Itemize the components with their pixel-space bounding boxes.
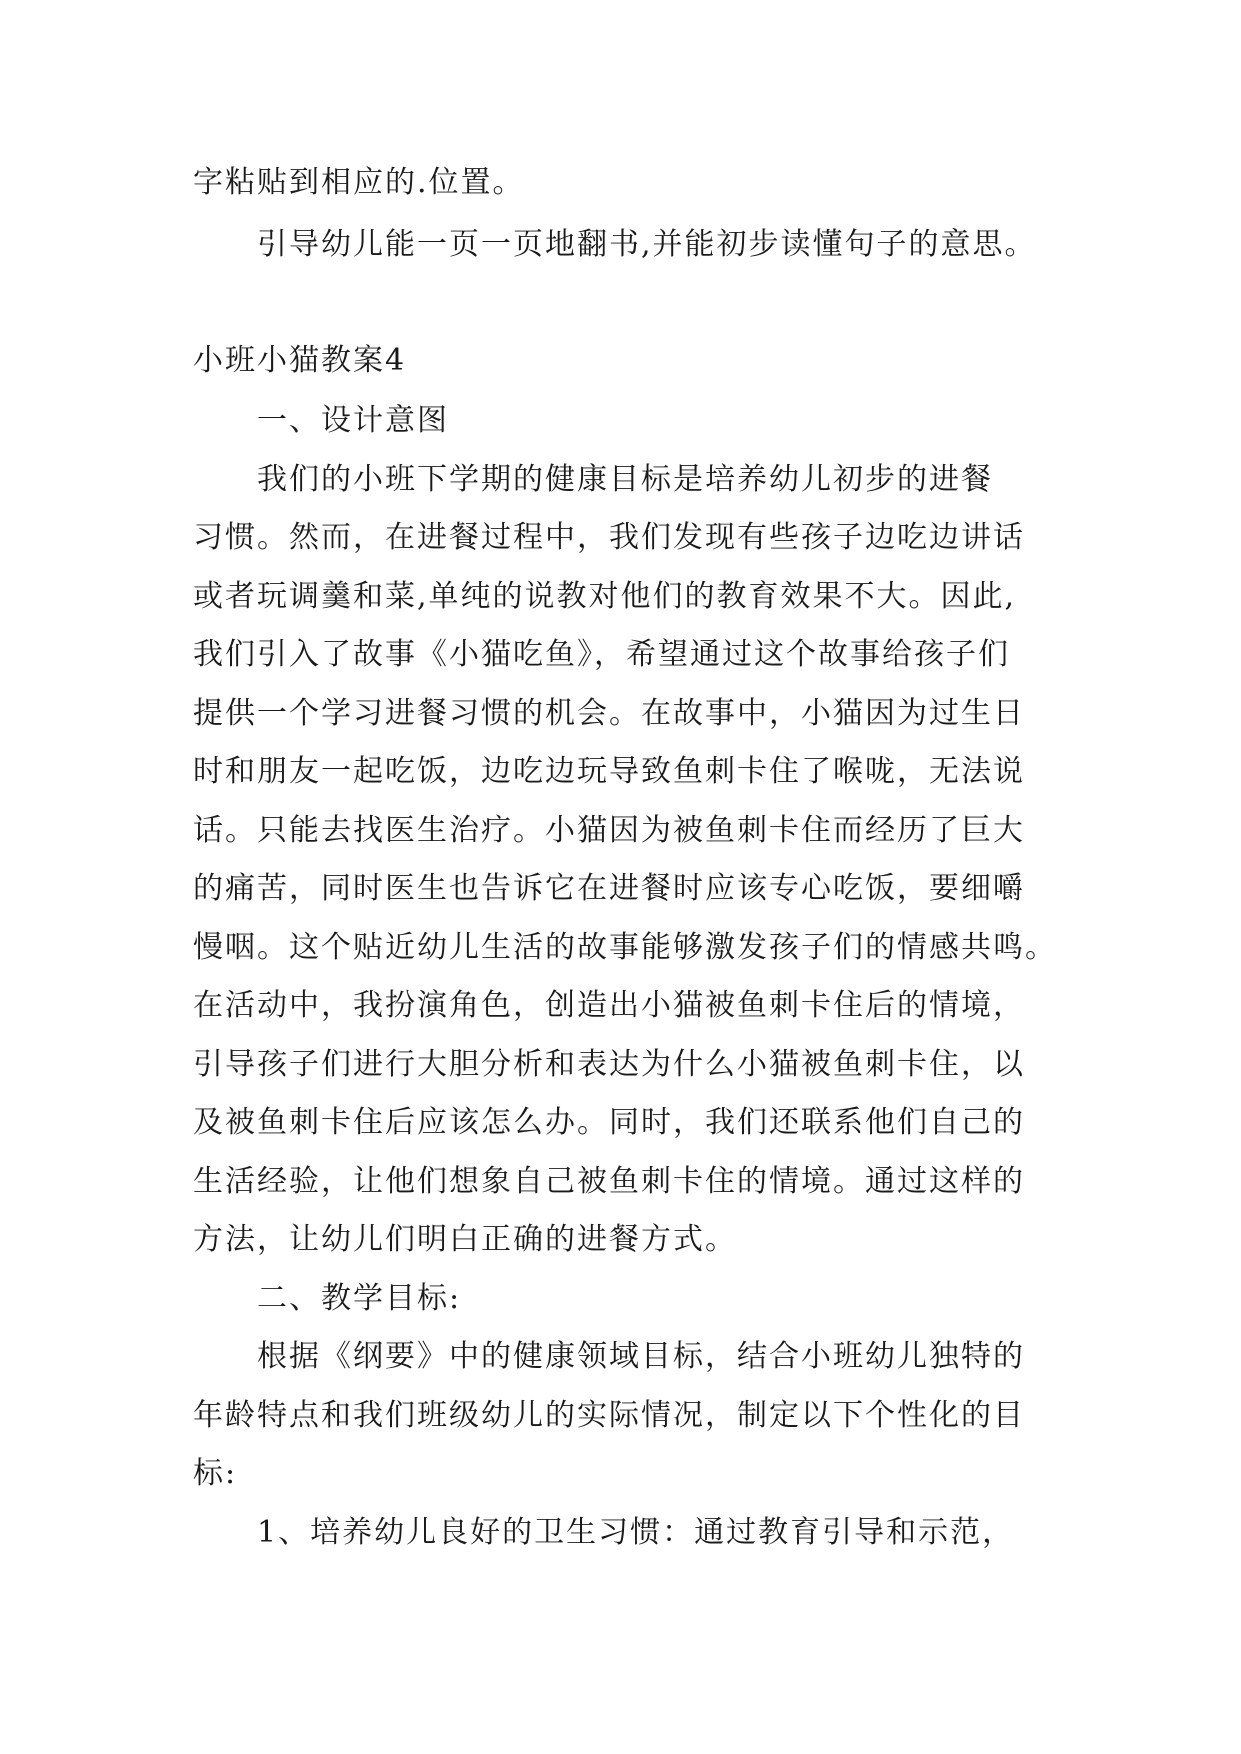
text-line: 根据《纲要》中的健康领域目标，结合小班幼儿独特的 [257, 1339, 1025, 1374]
section-title: 小班小猫教案4 [193, 343, 407, 378]
text-line: 提供一个学习进餐习惯的机会。在故事中，小猫因为过生日 [193, 696, 1025, 731]
text-line: 或者玩调羹和菜,单纯的说教对他们的教育效果不大。因此, [193, 579, 1017, 614]
text-line: 标: [193, 1456, 238, 1491]
text-line: 的痛苦，同时医生也告诉它在进餐时应该专心吃饭，要细嚼 [193, 871, 1025, 906]
text-line: 习惯。然而，在进餐过程中，我们发现有些孩子边吃边讲话 [193, 520, 1025, 555]
text-line: 话。只能去找医生治疗。小猫因为被鱼刺卡住而经历了巨大 [193, 813, 1025, 848]
text-line: 生活经验，让他们想象自己被鱼刺卡住的情境。通过这样的 [193, 1164, 1025, 1199]
text-line: 年龄特点和我们班级幼儿的实际情况，制定以下个性化的目 [193, 1398, 1025, 1433]
section-heading: 一、设计意图 [257, 403, 449, 438]
list-item: 1、培养幼儿良好的卫生习惯：通过教育引导和示范， [257, 1515, 1015, 1550]
text-line: 方法，让幼儿们明白正确的进餐方式。 [193, 1222, 737, 1257]
text-line: 及被鱼刺卡住后应该怎么办。同时，我们还联系他们自己的 [193, 1105, 1025, 1140]
text-line: 引导幼儿能一页一页地翻书,并能初步读懂句子的意思。 [257, 227, 1037, 262]
text-line: 引导孩子们进行大胆分析和表达为什么小猫被鱼刺卡住，以 [193, 1047, 1025, 1082]
text-line: 字粘贴到相应的.位置。 [193, 165, 525, 200]
text-line: 我们的小班下学期的健康目标是培养幼儿初步的进餐 [257, 462, 993, 497]
text-line: 在活动中，我扮演角色，创造出小猫被鱼刺卡住后的情境， [193, 988, 1025, 1023]
section-heading: 二、教学目标: [257, 1281, 462, 1316]
text-line: 时和朋友一起吃饭，边吃边玩导致鱼刺卡住了喉咙，无法说 [193, 754, 1025, 789]
text-line: 慢咽。这个贴近幼儿生活的故事能够激发孩子们的情感共鸣。 [193, 930, 1057, 965]
text-line: 我们引入了故事《小猫吃鱼》，希望通过这个故事给孩子们 [193, 637, 1010, 672]
